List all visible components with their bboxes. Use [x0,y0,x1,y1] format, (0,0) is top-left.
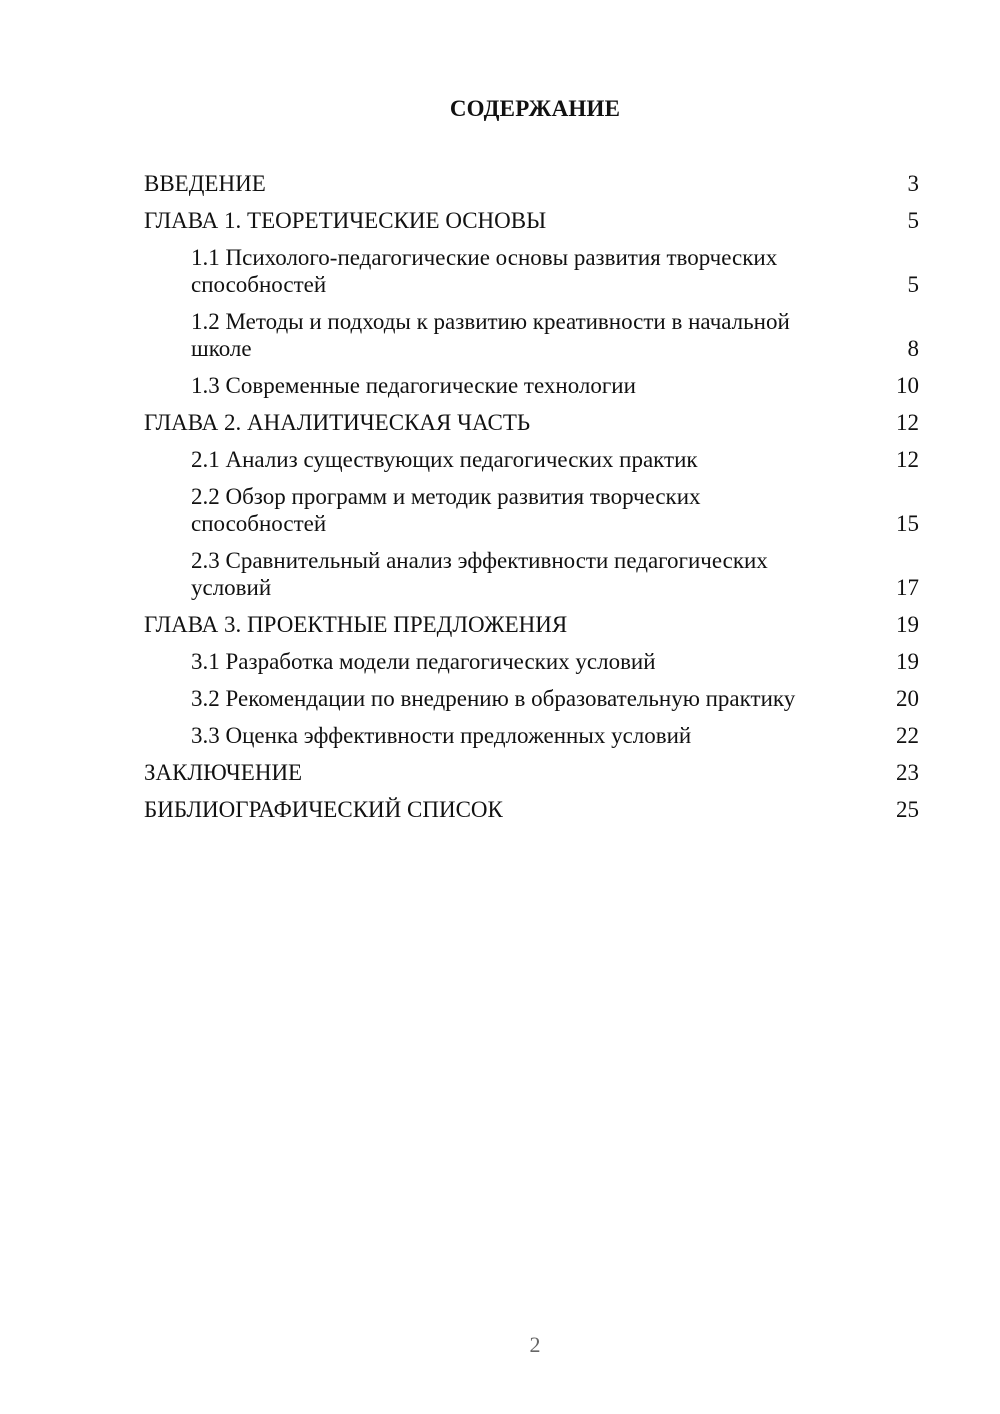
toc-entry-page: 19 [896,612,919,637]
page-title: СОДЕРЖАНИЕ [449,96,621,121]
toc-entry-label: 3.1 Разработка модели педагогических условий [191,649,656,674]
toc-entry-page: 10 [896,373,919,398]
toc-entry-section-1-1 [144,244,919,298]
toc-entry-section-3-2 [144,685,919,712]
toc-entry-chapter-3 [144,611,919,638]
toc-entry-label: ГЛАВА 1. ТЕОРЕТИЧЕСКИЕ ОСНОВЫ [144,208,547,233]
toc-entry-page: 12 [896,410,919,435]
toc-entry-section-2-2 [144,483,919,537]
toc-entry-label: 2.2 Обзор программ и методик развития творческих способностей [191,484,701,536]
toc-entry-label: 2.1 Анализ существующих педагогических практик [191,447,698,472]
toc-entry-page: 3 [907,171,919,196]
toc-entry-section-2-1 [144,446,919,473]
toc-entry-label: 3.2 Рекомендации по внедрению в образовательную практику [191,686,796,711]
toc-entry-section-3-1 [144,648,919,675]
toc-entry-page: 5 [907,272,919,297]
toc-entry-label: ЗАКЛЮЧЕНИЕ [144,760,303,785]
toc-entry-section-3-3 [144,722,919,749]
toc-entry-conclusion [144,759,919,786]
toc-entry-page: 22 [896,723,919,748]
toc-entry-page: 20 [896,686,919,711]
toc-entry-page: 15 [896,511,919,536]
toc-entry-label: 1.1 Психолого-педагогические основы развития творческих способностей [191,245,778,297]
toc-entry-label: 2.3 Сравнительный анализ эффективности педагогических условий [191,548,768,600]
toc-entry-label: 3.3 Оценка эффективности предложенных условий [191,723,692,748]
toc-entry-page: 23 [896,760,919,785]
toc-entry-label: 1.3 Современные педагогические технологии [191,373,636,398]
toc-entry-introduction [144,170,919,197]
toc-entry-page: 12 [896,447,919,472]
toc-entry-label: БИБЛИОГРАФИЧЕСКИЙ СПИСОК [144,797,503,822]
toc-entry-bibliography [144,796,919,823]
toc-entry-section-1-3 [144,372,919,399]
toc-entry-page: 19 [896,649,919,674]
toc-entry-page: 8 [907,336,919,361]
toc-entry-section-1-2 [144,308,919,362]
toc-entry-label: 1.2 Методы и подходы к развитию креативности в начальной школе [191,309,790,361]
toc-entry-chapter-1 [144,207,919,234]
toc-entry-label: ВВЕДЕНИЕ [144,171,266,196]
toc-entry-label: ГЛАВА 2. АНАЛИТИЧЕСКАЯ ЧАСТЬ [144,410,531,435]
toc-entry-page: 17 [896,575,919,600]
table-of-contents [144,170,919,833]
toc-entry-page: 25 [896,797,919,822]
toc-entry-label: ГЛАВА 3. ПРОЕКТНЫЕ ПРЕДЛОЖЕНИЯ [144,612,568,637]
toc-entry-section-2-3 [144,547,919,601]
toc-entry-page: 5 [907,208,919,233]
toc-entry-chapter-2 [144,409,919,436]
page-number: 2 [529,1332,541,1357]
